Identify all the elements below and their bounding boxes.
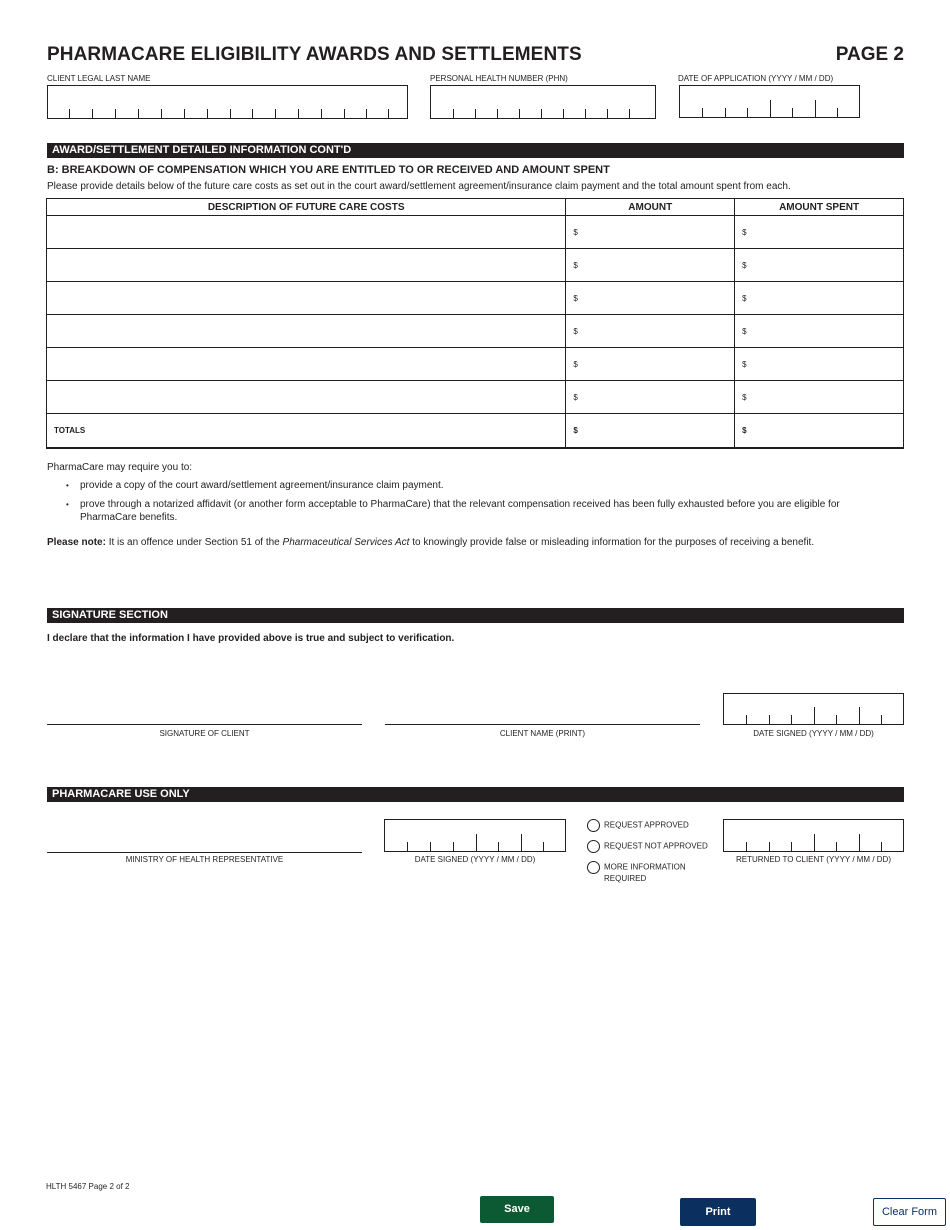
currency-symbol: $ [573, 227, 578, 237]
amount-cell[interactable] [566, 282, 735, 315]
description-cell[interactable] [47, 381, 566, 414]
currency-symbol: $ [742, 392, 747, 402]
print-button[interactable]: Print [680, 1198, 756, 1226]
act-name: Pharmaceutical Services Act [282, 537, 410, 548]
please-note [47, 537, 904, 548]
application-date-label: DATE OF APPLICATION (YYYY / MM / DD) [678, 74, 834, 83]
total-amount-spent-cell[interactable] [735, 414, 904, 448]
currency-symbol: $ [573, 359, 578, 369]
description-cell[interactable] [47, 249, 566, 282]
amount-spent-cell[interactable] [735, 249, 904, 282]
currency-symbol: $ [742, 425, 747, 435]
more-information-option[interactable] [587, 861, 686, 874]
table-row [47, 381, 904, 414]
ministry-date-signed-input[interactable] [384, 819, 566, 852]
award-section-bar: AWARD/SETTLEMENT DETAILED INFORMATION CONT'D [47, 143, 904, 158]
please-note-text: It is an offence under Section 51 of the [105, 537, 283, 548]
amount-spent-cell[interactable] [735, 381, 904, 414]
date-signed-label: DATE SIGNED (YYYY / MM / DD) [753, 729, 874, 738]
page-number: PAGE 2 [835, 44, 904, 65]
amount-spent-cell[interactable] [735, 315, 904, 348]
table-row [47, 282, 904, 315]
column-header-description: DESCRIPTION OF FUTURE CARE COSTS [47, 199, 566, 216]
currency-symbol: $ [742, 293, 747, 303]
requirements-intro: PharmaCare may require you to: [47, 462, 193, 473]
table-row [47, 216, 904, 249]
signature-section-bar: SIGNATURE SECTION [47, 608, 904, 623]
currency-symbol: $ [573, 293, 578, 303]
form-title: PHARMACARE ELIGIBILITY AWARDS AND SETTLEMENTS [47, 44, 582, 65]
currency-symbol: $ [742, 359, 747, 369]
please-note-text: to knowingly provide false or misleading information for the purposes of receiving a benefit. [409, 537, 815, 548]
amount-cell[interactable] [566, 216, 735, 249]
please-note-label: Please note: [47, 537, 106, 548]
client-signature-label: SIGNATURE OF CLIENT [159, 729, 250, 738]
currency-symbol: $ [573, 425, 578, 435]
totals-label: TOTALS [47, 414, 566, 448]
description-cell[interactable] [47, 348, 566, 381]
last-name-label: CLIENT LEGAL LAST NAME [47, 74, 151, 83]
ministry-date-signed-label: DATE SIGNED (YYYY / MM / DD) [414, 855, 536, 864]
phn-label: PERSONAL HEALTH NUMBER (PHN) [430, 74, 568, 83]
currency-symbol: $ [742, 227, 747, 237]
currency-symbol: $ [573, 326, 578, 336]
application-date-input[interactable] [679, 85, 860, 118]
list-item: • prove through a notarized affidavit (or another form acceptable to PharmaCare) that the relevant compensation received has been fully exhausted before you are eligible for PharmaCare benefits. [80, 498, 880, 524]
requirements-list [80, 479, 880, 530]
currency-symbol: $ [573, 392, 578, 402]
option-label: MORE INFORMATION [604, 862, 686, 872]
clear-form-button[interactable]: Clear Form [873, 1198, 946, 1226]
representative-signature-line[interactable] [47, 852, 362, 853]
amount-cell[interactable] [566, 381, 735, 414]
radio-button[interactable] [587, 819, 600, 832]
description-cell[interactable] [47, 216, 566, 249]
amount-spent-cell[interactable] [735, 348, 904, 381]
currency-symbol: $ [742, 326, 747, 336]
radio-button[interactable] [587, 840, 600, 853]
phn-input[interactable] [430, 85, 656, 119]
last-name-input[interactable] [47, 85, 408, 119]
form-id: HLTH 5467 Page 2 of 2 [46, 1182, 130, 1191]
amount-spent-cell[interactable] [735, 282, 904, 315]
radio-button[interactable] [587, 861, 600, 874]
amount-cell[interactable] [566, 348, 735, 381]
description-cell[interactable] [47, 315, 566, 348]
amount-cell[interactable] [566, 315, 735, 348]
option-label: REQUEST NOT APPROVED [604, 841, 708, 851]
more-information-option-line2: REQUIRED [604, 874, 647, 883]
client-name-line[interactable] [385, 724, 700, 725]
client-name-label: CLIENT NAME (PRINT) [499, 729, 586, 738]
request-approved-option[interactable] [587, 819, 689, 832]
representative-label: MINISTRY OF HEALTH REPRESENTATIVE [125, 855, 284, 864]
list-item: • provide a copy of the court award/settlement agreement/insurance claim payment. [80, 479, 880, 492]
table-header-row [47, 199, 904, 216]
total-amount-cell[interactable] [566, 414, 735, 448]
totals-row [47, 414, 904, 448]
column-header-amount: AMOUNT [566, 199, 735, 216]
client-signature-line[interactable] [47, 724, 362, 725]
currency-symbol: $ [742, 260, 747, 270]
declaration-text: I declare that the information I have provided above is true and subject to verification. [47, 633, 455, 644]
pharmacare-use-bar: PHARMACARE USE ONLY [47, 787, 904, 802]
description-cell[interactable] [47, 282, 566, 315]
request-not-approved-option[interactable] [587, 840, 708, 853]
returned-date-label: RETURNED TO CLIENT (YYYY / MM / DD) [736, 855, 891, 864]
table-row [47, 249, 904, 282]
breakdown-heading: B: BREAKDOWN OF COMPENSATION WHICH YOU ARE ENTITLED TO OR RECEIVED AND AMOUNT SPENT [47, 164, 610, 176]
table-row [47, 348, 904, 381]
currency-symbol: $ [573, 260, 578, 270]
future-care-table [46, 198, 904, 449]
amount-spent-cell[interactable] [735, 216, 904, 249]
table-row [47, 315, 904, 348]
breakdown-instructions: Please provide details below of the future care costs as set out in the court award/settlement agreement/insurance claim payment and the total amount spent from each. [47, 181, 791, 192]
column-header-amount-spent: AMOUNT SPENT [735, 199, 904, 216]
option-label: REQUEST APPROVED [604, 820, 689, 830]
amount-cell[interactable] [566, 249, 735, 282]
returned-date-input[interactable] [723, 819, 904, 852]
save-button[interactable]: Save [480, 1196, 554, 1223]
date-signed-input[interactable] [723, 693, 904, 725]
